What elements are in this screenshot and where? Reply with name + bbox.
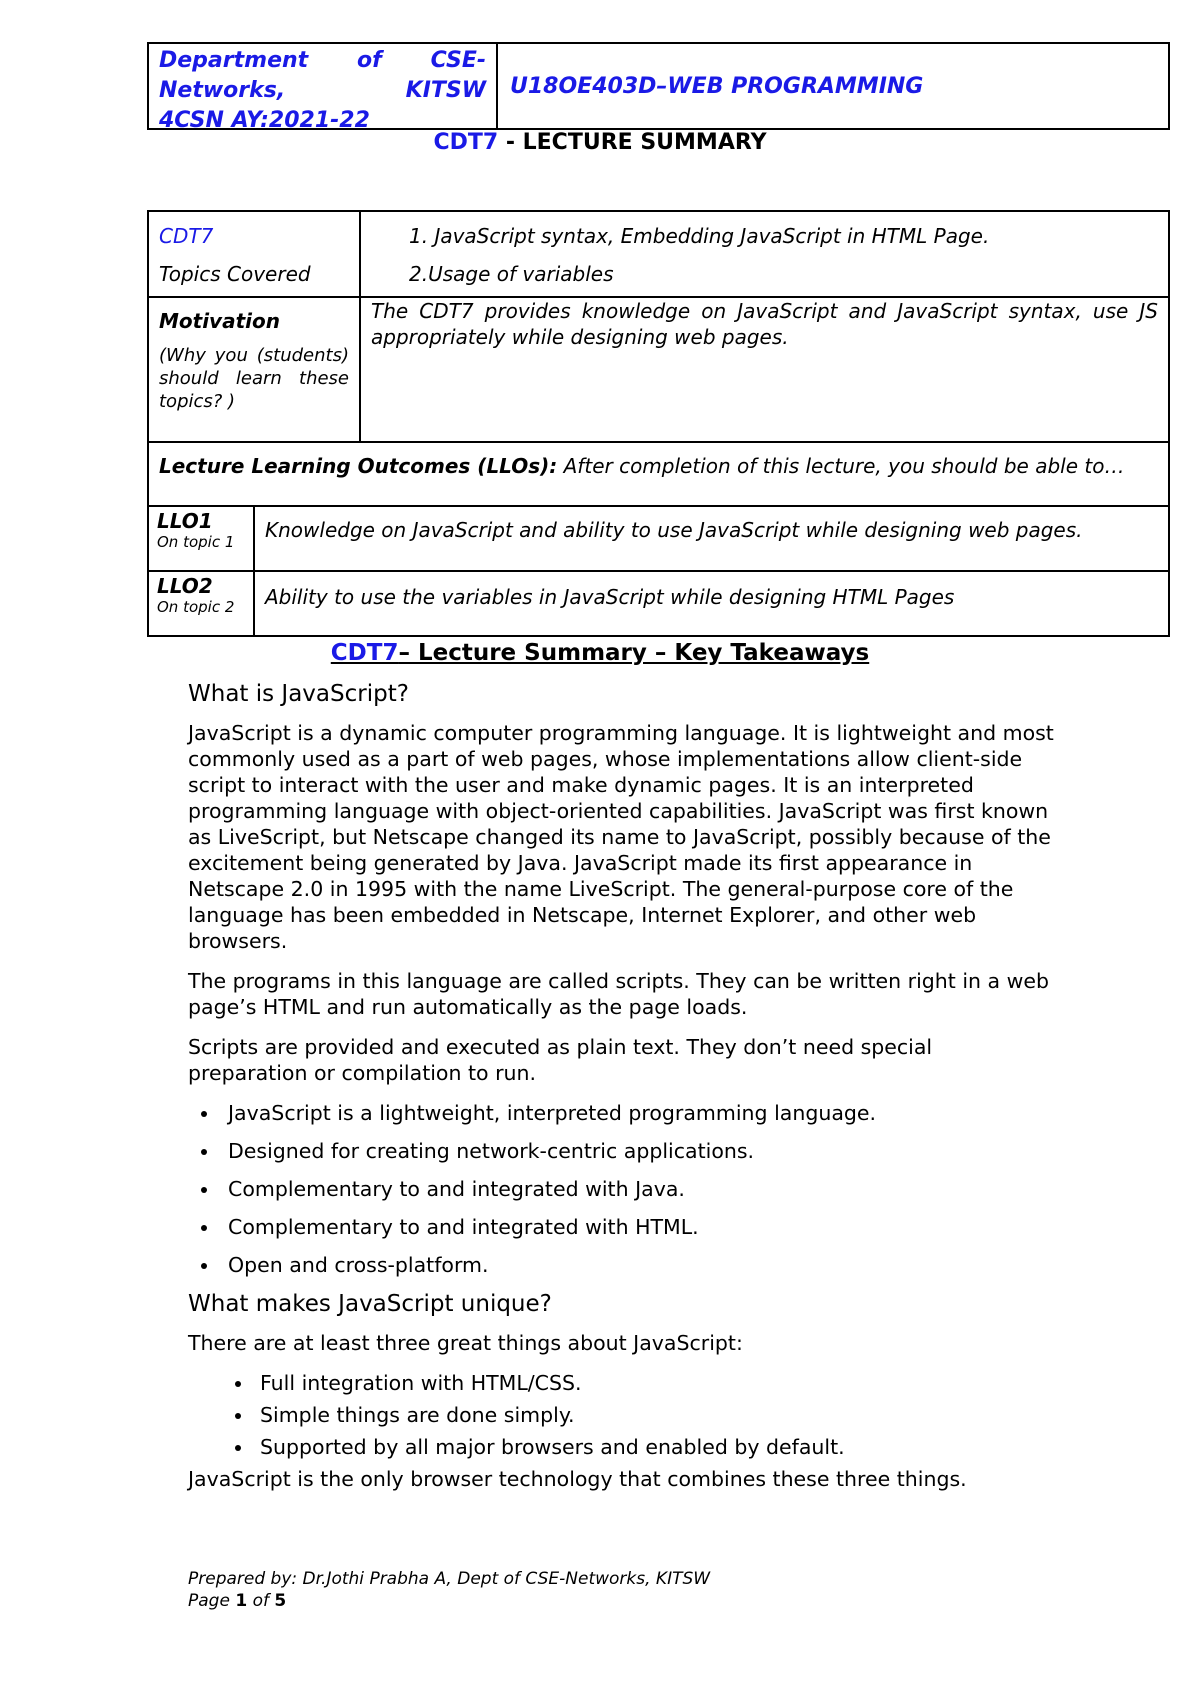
motivation-label: Motivation [159,309,280,333]
llo2-label-cell [148,571,254,636]
motivation-text: The CDT7 provides knowledge on JavaScript and JavaScript syntax, use JS appropriately while designing web pages. [360,297,1169,442]
page-prefix: Page [188,1591,236,1611]
list-item: • Designed for creating network-centric applications. [220,1138,1058,1164]
cdt-code: CDT7 [159,224,214,248]
unique-list [188,1370,1058,1460]
title-code: CDT7 [433,130,499,155]
paragraph-three-things: There are at least three great things about JavaScript: [188,1331,743,1355]
page-current: 1 [235,1591,248,1611]
motivation-sub: (Why you (students) should learn these topics? ) [159,345,349,412]
dept-line-3: 4CSN AY:2021-22 [159,108,370,133]
list-item: • Open and cross-platform. [220,1252,1058,1278]
department-cell [149,44,498,133]
llo-heading-cell [148,442,1169,506]
heading-what-is-js: What is JavaScript? [188,681,409,707]
topic-1: 1. JavaScript syntax, Embedding JavaScript in HTML Page. [409,224,990,248]
features-list [188,1100,1058,1278]
page-total: 5 [274,1591,287,1611]
dept-line-1: Department of CSE- [159,48,486,73]
llo1-text: Knowledge on JavaScript and ability to use JavaScript while designing web pages. [254,506,1169,571]
llo2-id: LLO2 [157,574,213,598]
paragraph-intro: JavaScript is a dynamic computer programming language. It is lightweight and most commonly used as a part of web pages, whose implementations allow client-side script to interact with the user and make dynamic pages. It is an interpreted programming language with object-oriented capabilities. JavaScript was first known as LiveScript, but Netscape changed its name to JavaScript, possibly because of the excitement being generated by Java. JavaScript made its first appearance in Netscape 2.0 in 1995 with the name LiveScript. The general-purpose core of the language has been embedded in Netscape, Internet Explorer, and other web browsers. [188,721,1054,953]
llo-row-1 [148,506,1169,571]
topics-cell [360,211,1169,297]
llo1-topic: On topic 1 [157,533,235,551]
page-of: of [247,1591,275,1611]
paragraph-conclusion: JavaScript is the only browser technology that combines these three things. [188,1467,967,1491]
heading-js-unique: What makes JavaScript unique? [188,1291,552,1317]
page-title [0,130,1200,155]
prepared-by: Prepared by: Dr.Jothi Prabha A, Dept of CSE-Networks, KITSW [188,1569,711,1589]
takeaways-title [0,640,1200,666]
body-content [188,680,1058,1506]
motivation-row [148,297,1169,442]
llo-heading: Lecture Learning Outcomes (LLOs): [159,454,558,478]
page-footer [188,1568,710,1612]
takeaways-rest: – Lecture Summary – Key Takeaways [398,640,870,666]
motivation-label-cell [148,297,360,442]
topic-2: 2.Usage of variables [409,262,614,286]
title-rest: - LECTURE SUMMARY [498,130,767,155]
llo2-text: Ability to use the variables in JavaScript while designing HTML Pages [254,571,1169,636]
list-item: • JavaScript is a lightweight, interpreted programming language. [220,1100,1058,1126]
llo2-topic: On topic 2 [157,598,235,616]
llo1-label-cell [148,506,254,571]
header-table [147,42,1170,133]
list-item: • Complementary to and integrated with HTML. [220,1214,1058,1240]
list-item: • Complementary to and integrated with Java. [220,1176,1058,1202]
topics-row [148,211,1169,297]
paragraph-plain-text: Scripts are provided and executed as plain text. They don’t need special preparation or compilation to run. [188,1035,933,1085]
list-item: • Simple things are done simply. [254,1402,1058,1428]
topics-label-cell [148,211,360,297]
dept-line-2: Networks, KITSW [159,78,486,103]
llo-heading-row [148,442,1169,506]
page-number [188,1590,710,1612]
paragraph-scripts: The programs in this language are called scripts. They can be written right in a web page’s HTML and run automatically as the page loads. [188,969,1050,1019]
llo-intro: After completion of this lecture, you should be able to… [557,454,1125,478]
course-title: U18OE403D–WEB PROGRAMMING [510,73,924,99]
llo-row-2 [148,571,1169,636]
llo1-id: LLO1 [157,509,213,533]
list-item: • Full integration with HTML/CSS. [254,1370,1058,1396]
topics-label: Topics Covered [159,262,311,286]
takeaways-code: CDT7 [330,640,399,666]
list-item: • Supported by all major browsers and enabled by default. [254,1434,1058,1460]
summary-table [147,210,1170,637]
